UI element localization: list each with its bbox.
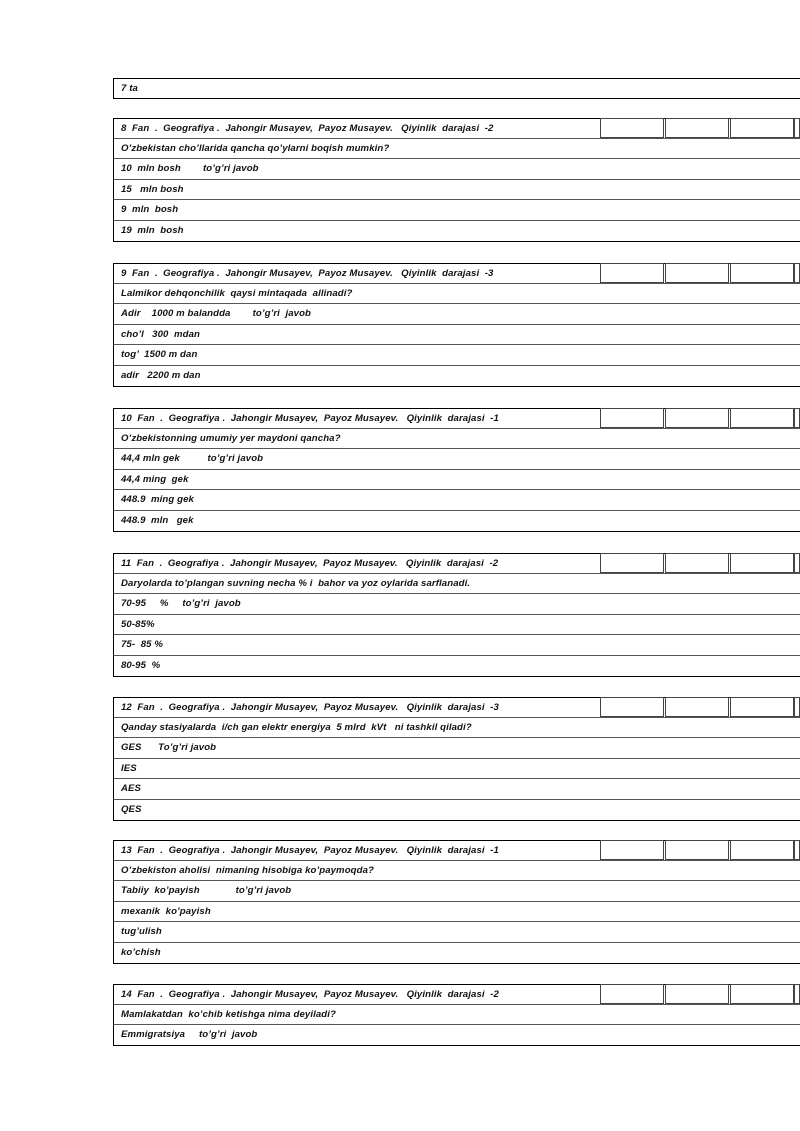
answer-text: cho’l 300 mdan xyxy=(121,328,201,340)
answer-row xyxy=(113,800,800,821)
answer-text: ko’chish xyxy=(121,946,161,958)
answer-row xyxy=(113,470,800,491)
score-box xyxy=(794,984,800,1004)
answer-text: tog’ 1500 m dan xyxy=(121,349,198,361)
answer-text: 448.9 mln gek xyxy=(121,514,194,526)
score-box xyxy=(665,553,729,573)
answer-text: 9 mln bosh xyxy=(121,204,179,216)
question-block-12 xyxy=(113,697,800,821)
answer-row xyxy=(113,159,800,180)
answer-row xyxy=(113,943,800,964)
score-box xyxy=(600,408,664,428)
score-box xyxy=(600,263,664,283)
score-box xyxy=(665,263,729,283)
question-text-row xyxy=(113,861,800,882)
question-text-row xyxy=(113,284,800,305)
answer-row xyxy=(113,779,800,800)
score-box xyxy=(730,118,794,138)
answer-row xyxy=(113,594,800,615)
answer-row xyxy=(113,200,800,221)
score-box xyxy=(600,840,664,860)
answer-row xyxy=(113,180,800,201)
question-text-row xyxy=(113,718,800,739)
score-box xyxy=(665,840,729,860)
score-box xyxy=(794,408,800,428)
answer-row xyxy=(113,325,800,346)
answer-text: 19 mln bosh xyxy=(121,224,184,236)
answer-row xyxy=(113,759,800,780)
score-box xyxy=(665,408,729,428)
question-block-14 xyxy=(113,984,800,1046)
question-text: Daryolarda to’plangan suvning necha % i bahor va yoz oylarida sarflanadi. xyxy=(121,577,471,589)
question-header: 11 Fan . Geografiya . Jahongir Musayev, Payoz Musayev. Qiyinlik darajasi -2 xyxy=(121,558,499,569)
score-box xyxy=(730,984,794,1004)
score-box xyxy=(794,697,800,717)
score-box xyxy=(730,840,794,860)
score-box xyxy=(730,408,794,428)
answer-row xyxy=(113,922,800,943)
question-block-8 xyxy=(113,118,800,242)
answer-text: mexanik ko’payish xyxy=(121,905,211,917)
question-block-13 xyxy=(113,840,800,964)
question-header-row xyxy=(113,553,800,574)
question-block-11 xyxy=(113,553,800,677)
answer-text: 44,4 ming gek xyxy=(121,473,189,485)
top-fragment-text: 7 ta xyxy=(121,83,138,94)
score-box xyxy=(730,697,794,717)
answer-row xyxy=(113,490,800,511)
question-header: 10 Fan . Geografiya . Jahongir Musayev, Payoz Musayev. Qiyinlik darajasi -1 xyxy=(121,413,499,424)
answer-text: 15 mln bosh xyxy=(121,183,184,195)
question-header-row xyxy=(113,984,800,1005)
question-block-9 xyxy=(113,263,800,387)
question-text: O’zbekistonning umumiy yer maydoni qancha? xyxy=(121,432,341,444)
answer-text: Emmigratsiya to’g’ri javob xyxy=(121,1029,258,1041)
question-text: Mamlakatdan ko’chib ketishga nima deyiladi? xyxy=(121,1008,336,1020)
answer-row xyxy=(113,511,800,532)
question-header-row xyxy=(113,840,800,861)
question-header-row xyxy=(113,263,800,284)
answer-text: GES To’g’ri javob xyxy=(121,742,217,754)
question-text: Qanday stasiyalarda i/ch gan elektr energiya 5 mlrd kVt ni tashkil qiladi? xyxy=(121,721,472,733)
question-header-row xyxy=(113,697,800,718)
score-box xyxy=(600,118,664,138)
answer-row xyxy=(113,615,800,636)
answer-text: 50-85% xyxy=(121,618,155,630)
answer-text: 44,4 mln gek to’g’ri javob xyxy=(121,453,264,465)
score-box xyxy=(730,553,794,573)
question-text-row xyxy=(113,574,800,595)
score-box xyxy=(730,263,794,283)
score-box xyxy=(794,118,800,138)
answer-text: AES xyxy=(121,783,142,795)
top-fragment-row xyxy=(113,78,800,99)
answer-row xyxy=(113,635,800,656)
answer-row xyxy=(113,345,800,366)
score-box xyxy=(794,263,800,283)
answer-row xyxy=(113,304,800,325)
answer-row xyxy=(113,449,800,470)
score-box xyxy=(794,553,800,573)
question-header: 9 Fan . Geografiya . Jahongir Musayev, Payoz Musayev. Qiyinlik darajasi -3 xyxy=(121,268,494,279)
answer-text: 10 mln bosh to’g’ri javob xyxy=(121,163,259,175)
answer-text: 75- 85 % xyxy=(121,639,163,651)
score-box xyxy=(665,697,729,717)
question-header: 14 Fan . Geografiya . Jahongir Musayev, Payoz Musayev. Qiyinlik darajasi -2 xyxy=(121,989,499,1000)
question-text: Lalmikor dehqonchilik qaysi mintaqada allinadi? xyxy=(121,287,353,299)
score-box xyxy=(600,984,664,1004)
question-text: O’zbekistan cho’llarida qancha qo’ylarni boqish mumkin? xyxy=(121,142,390,154)
answer-text: 80-95 % xyxy=(121,659,161,671)
answer-row xyxy=(113,221,800,242)
answer-row xyxy=(113,902,800,923)
question-header: 12 Fan . Geografiya . Jahongir Musayev, Payoz Musayev. Qiyinlik darajasi -3 xyxy=(121,702,499,713)
answer-text: QES xyxy=(121,803,142,815)
answer-row xyxy=(113,1025,800,1046)
top-fragment xyxy=(113,78,800,99)
question-header: 8 Fan . Geografiya . Jahongir Musayev, Payoz Musayev. Qiyinlik darajasi -2 xyxy=(121,123,494,134)
question-header-row xyxy=(113,408,800,429)
question-text: O’zbekiston aholisi nimaning hisobiga ko’paymoqda? xyxy=(121,864,374,876)
answer-row xyxy=(113,881,800,902)
answer-text: 70-95 % to’g’ri javob xyxy=(121,598,241,610)
score-box xyxy=(665,118,729,138)
answer-text: IES xyxy=(121,762,137,774)
question-header: 13 Fan . Geografiya . Jahongir Musayev, Payoz Musayev. Qiyinlik darajasi -1 xyxy=(121,845,499,856)
answer-text: Adir 1000 m balandda to’g’ri javob xyxy=(121,308,312,320)
answer-row xyxy=(113,656,800,677)
score-box xyxy=(665,984,729,1004)
question-text-row xyxy=(113,139,800,160)
answer-text: adir 2200 m dan xyxy=(121,369,201,381)
answer-row xyxy=(113,366,800,387)
answer-text: tug’ulish xyxy=(121,926,162,938)
answer-text: 448.9 ming gek xyxy=(121,494,194,506)
question-text-row xyxy=(113,429,800,450)
question-header-row xyxy=(113,118,800,139)
question-text-row xyxy=(113,1005,800,1026)
answer-text: Tabiiy ko’payish to’g’ri javob xyxy=(121,885,292,897)
question-block-10 xyxy=(113,408,800,532)
answer-row xyxy=(113,738,800,759)
score-box xyxy=(600,553,664,573)
score-box xyxy=(600,697,664,717)
score-box xyxy=(794,840,800,860)
